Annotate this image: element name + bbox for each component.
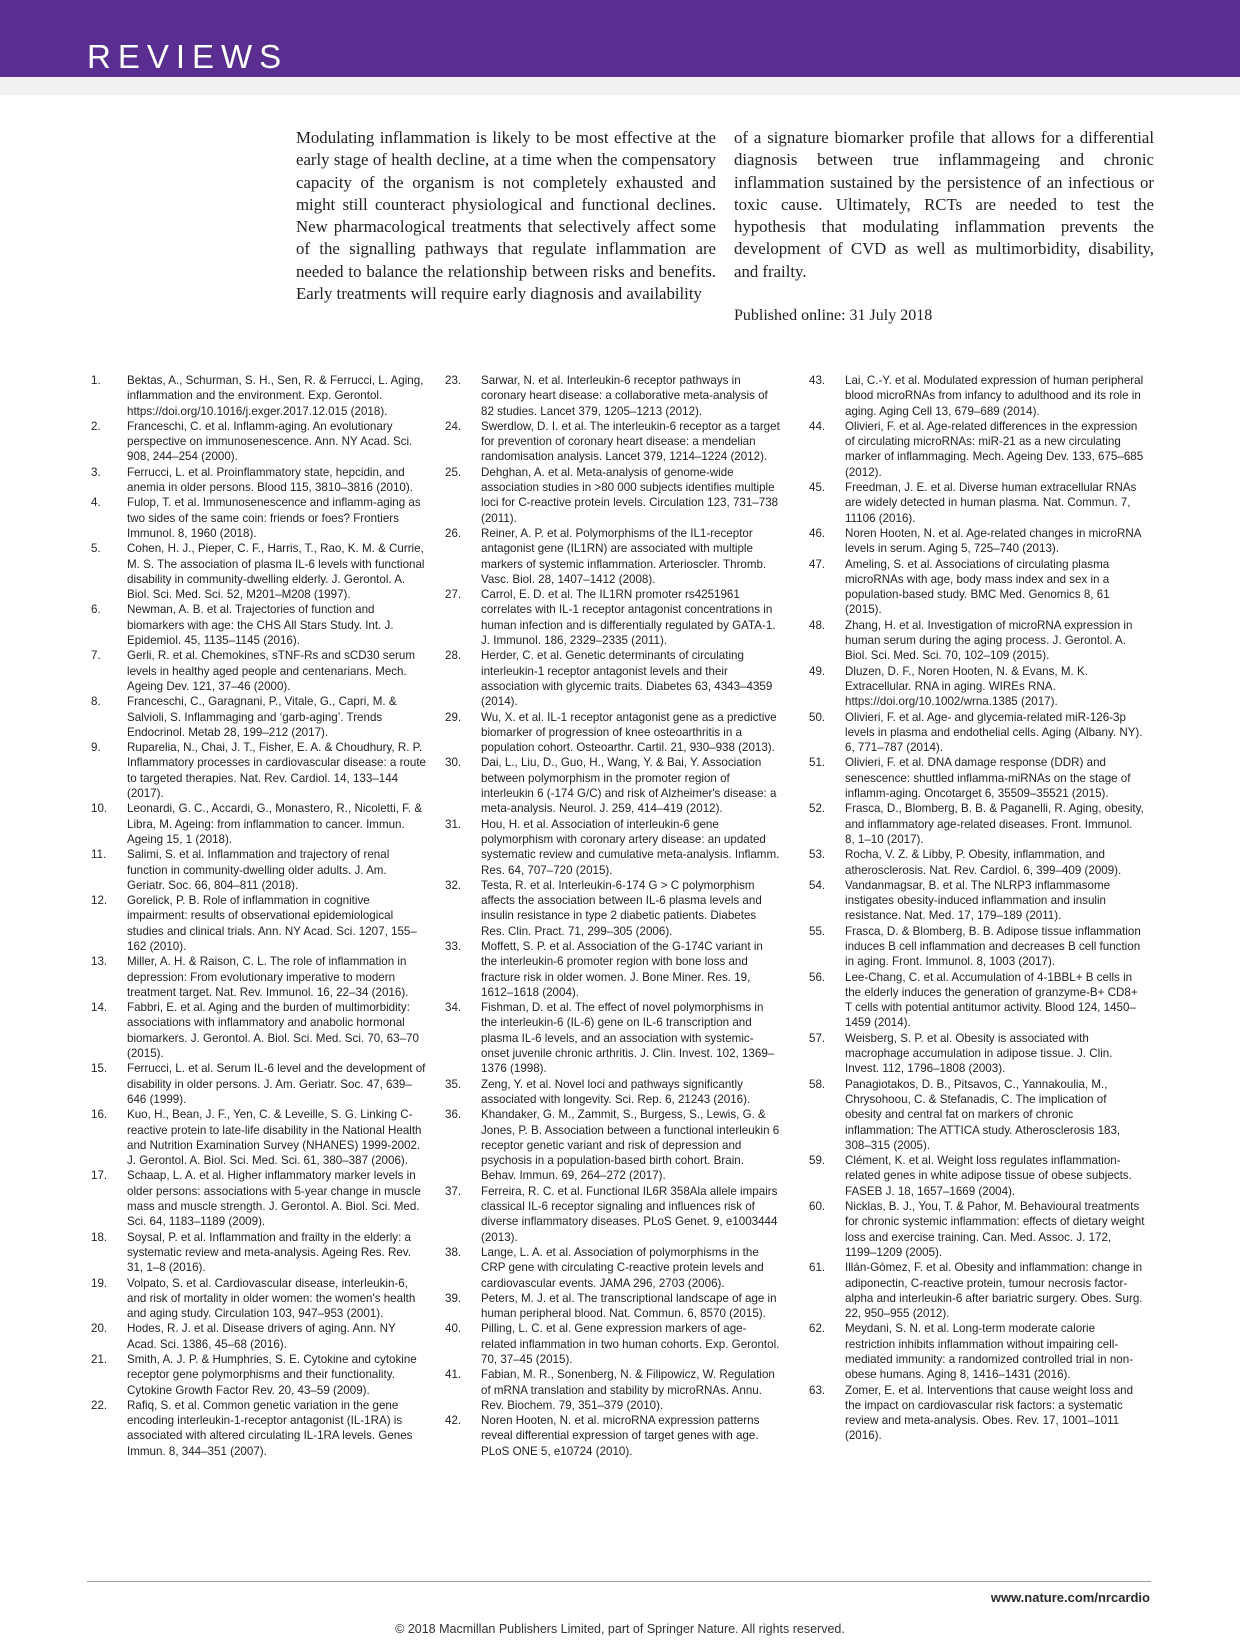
reference-item xyxy=(809,924,1145,970)
reference-number: 8. xyxy=(91,695,101,709)
reference-item xyxy=(809,618,1145,664)
reference-text: Schaap, L. A. et al. Higher inflammatory marker levels in older persons: associations with 5-year change in muscle mass and muscle strength. J. Gerontol. A. Biol. Sci. Med. Sci. 64, 1183–1189 (2009). xyxy=(127,1169,421,1229)
reference-item xyxy=(91,602,427,648)
reference-text: Gerli, R. et al. Chemokines, sTNF-Rs and sCD30 serum levels in healthy aged people and centenarians. Mech. Ageing Dev. 121, 37–46 (2000). xyxy=(127,649,415,693)
reference-item xyxy=(809,801,1145,847)
reference-number: 37. xyxy=(445,1184,462,1198)
reference-number: 20. xyxy=(91,1322,108,1336)
reference-text: Ferreira, R. C. et al. Functional IL6R 358Ala allele impairs classical IL-6 receptor signaling and influences risk of diverse inflammatory diseases. PLoS Genet. 9, e1003444 (2013). xyxy=(481,1184,778,1244)
reference-number: 26. xyxy=(445,526,462,540)
reference-item xyxy=(809,1153,1145,1199)
body-paragraph: of a signature biomarker profile that allows for a differential diagnosis between true inflammageing and chronic inflammation sustained by the persistence of an infectious or toxic cause. Ultimately, RCTs are needed to test the hypothesis that modulating inflammation prevents the development of CVD as well as multimorbidity, disability, and frailty. xyxy=(734,128,1154,281)
reference-item xyxy=(809,1031,1145,1077)
reference-item xyxy=(445,878,781,939)
reference-item xyxy=(91,1276,427,1322)
body-paragraph: Modulating inflammation is likely to be most effective at the early stage of health decline, at a time when the compensatory capacity of the organism is not completely exhausted and might still counteract physiological and functional declines. New pharmacological treatments that selectively affect some of the signalling pathways that regulate inflammation are needed to balance the relationship between risks and benefits. Early treatments will require early diagnosis and availability xyxy=(296,128,716,304)
reference-item xyxy=(91,465,427,496)
reference-item xyxy=(809,755,1145,801)
reference-text: Zhang, H. et al. Investigation of microRNA expression in human serum during the aging process. J. Gerontol. A. Biol. Sci. Med. Sci. 70, 102–109 (2015). xyxy=(845,618,1133,663)
reference-number: 15. xyxy=(91,1062,108,1076)
reference-text: Wu, X. et al. IL-1 receptor antagonist gene as a predictive biomarker of progression of knee osteoarthritis in a population cohort. Osteoarthr. Cartil. 21, 930–938 (2013). xyxy=(481,710,777,755)
reference-item xyxy=(445,939,781,1000)
reference-item xyxy=(809,419,1145,480)
reference-number: 62. xyxy=(809,1322,826,1336)
reference-number: 56. xyxy=(809,970,826,984)
reference-number: 49. xyxy=(809,664,826,678)
reference-item xyxy=(91,1398,427,1459)
reference-number: 54. xyxy=(809,878,826,892)
footer-divider xyxy=(87,1581,1151,1582)
reference-text: Franceschi, C. et al. Inflamm-aging. An evolutionary perspective on immunosenescence. Ann. NY Acad. Sci. 908, 244–254 (2000). xyxy=(127,419,413,464)
reference-item xyxy=(445,587,781,648)
reference-list-column-2 xyxy=(445,373,781,1459)
reference-text: Rocha, V. Z. & Libby, P. Obesity, inflammation, and atherosclerosis. Nat. Rev. Cardiol. 6, 399–409 (2009). xyxy=(845,848,1122,877)
reference-number: 43. xyxy=(809,374,826,387)
reference-item xyxy=(809,1321,1145,1382)
reference-item xyxy=(809,557,1145,618)
reference-item xyxy=(91,419,427,465)
reference-text: Rafiq, S. et al. Common genetic variation in the gene encoding interleukin-1-receptor antagonist (IL-1RA) is associated with altered circulating IL-1RA levels. Genes Immun. 8, 344–351 (2007). xyxy=(127,1398,413,1458)
reference-text: Weisberg, S. P. et al. Obesity is associated with macrophage accumulation in adipose tissue. J. Clin. Invest. 112, 1796–1808 (2003). xyxy=(845,1031,1113,1076)
reference-text: Ferrucci, L. et al. Proinflammatory state, hepcidin, and anemia in older persons. Blood 115, 3810–3816 (2010). xyxy=(127,465,413,495)
reference-item xyxy=(809,373,1145,419)
reference-text: Dai, L., Liu, D., Guo, H., Wang, Y. & Bai, Y. Association between polymorphism in the promoter region of interleukin 6 (-174 G/C) and risk of Alzheimer's disease: a meta-analysis. Neurol. J. 259, 414–419 (2012). xyxy=(481,756,777,816)
reference-text: Lange, L. A. et al. Association of polymorphisms in the CRP gene with circulating C-reactive protein levels and cardiovascular events. JAMA 296, 2703 (2006). xyxy=(481,1245,764,1290)
reference-text: Leonardi, G. C., Accardi, G., Monastero, R., Nicoletti, F. & Libra, M. Ageing: from inflammation to cancer. Immun. Ageing 15, 1 (2018). xyxy=(127,802,423,846)
reference-item xyxy=(91,1107,427,1168)
reference-item xyxy=(91,1352,427,1398)
reference-item xyxy=(445,648,781,709)
reference-item xyxy=(445,1184,781,1245)
reference-text: Fishman, D. et al. The effect of novel polymorphisms in the interleukin-6 (IL-6) gene on IL-6 transcription and plasma IL-6 levels, and an association with systemic-onset juvenile chronic arthritis. J. Clin. Invest. 102, 1369–1376 (1998). xyxy=(481,1001,775,1076)
reference-number: 51. xyxy=(809,756,826,770)
reference-text: Olivieri, F. et al. Age- and glycemia-related miR-126-3p levels in plasma and endothelial cells. Aging (Albany. NY). 6, 771–787 (2014). xyxy=(845,710,1143,755)
reference-item xyxy=(445,419,781,465)
reference-item xyxy=(445,710,781,756)
reference-text: Pilling, L. C. et al. Gene expression markers of age-related inflammation in two human cohorts. Exp. Gerontol. 70, 37–45 (2015). xyxy=(481,1322,780,1366)
reference-text: Dluzen, D. F., Noren Hooten, N. & Evans, M. K. Extracellular. RNA in aging. WIREs RNA. https://doi.org/10.1002/wrna.1385 (2017). xyxy=(845,664,1088,709)
reference-text: Kuo, H., Bean, J. F., Yen, C. & Leveille, S. G. Linking C-reactive protein to late-life disability in the National Health and Nutrition Examination Survey (NHANES) 1999-2002. J. Gerontol. A. Biol. Sci. Med. Sci. 61, 380–387 (2006). xyxy=(127,1108,422,1168)
reference-text: Ameling, S. et al. Associations of circulating plasma microRNAs with age, body mass index and sex in a population-based study. BMC Med. Genomics 8, 61 (2015). xyxy=(845,557,1110,617)
reference-number: 53. xyxy=(809,848,826,862)
reference-text: Sarwar, N. et al. Interleukin-6 receptor pathways in coronary heart disease: a collaborative meta-analysis of 82 studies. Lancet 379, 1205–1213 (2012). xyxy=(481,374,768,418)
reference-item xyxy=(91,954,427,1000)
reference-text: Newman, A. B. et al. Trajectories of function and biomarkers with age: the CHS All Stars Study. Int. J. Epidemiol. 45, 1135–1145 (2016). xyxy=(127,603,394,648)
reference-text: Lee-Chang, C. et al. Accumulation of 4-1BBL+ B cells in the elderly induces the generation of granzyme-B+ CD8+ T cells with potential antitumor activity. Blood 124, 1450–1459 (2014). xyxy=(845,970,1138,1030)
reference-number: 28. xyxy=(445,649,462,663)
reference-number: 7. xyxy=(91,649,101,663)
reference-text: Dehghan, A. et al. Meta-analysis of genome-wide association studies in >80 000 subjects identifies multiple loci for C-reactive protein levels. Circulation 123, 731–738 (2011). xyxy=(481,465,779,525)
reference-item xyxy=(445,373,781,419)
copyright-notice: © 2018 Macmillan Publishers Limited, part of Springer Nature. All rights reserved. xyxy=(395,1622,845,1636)
reference-number: 16. xyxy=(91,1108,108,1122)
reference-number: 23. xyxy=(445,374,462,387)
reference-text: Gorelick, P. B. Role of inflammation in cognitive impairment: results of observational epidemiological studies and clinical trials. Ann. NY Acad. Sci. 1207, 155–162 (2010). xyxy=(127,894,417,953)
reference-text: Smith, A. J. P. & Humphries, S. E. Cytokine and cytokine receptor gene polymorphisms and their functionality. Cytokine Growth Factor Rev. 20, 43–59 (2009). xyxy=(127,1353,417,1397)
section-label: REVIEWS xyxy=(87,38,289,75)
reference-item xyxy=(809,1383,1145,1444)
journal-url[interactable]: www.nature.com/nrcardio xyxy=(990,1590,1150,1605)
reference-item xyxy=(809,847,1145,878)
reference-item xyxy=(809,970,1145,1031)
reference-text: Noren Hooten, N. et al. Age-related changes in microRNA levels in serum. Aging 5, 725–740 (2013). xyxy=(845,526,1141,556)
reference-number: 30. xyxy=(445,756,462,770)
reference-text: Meydani, S. N. et al. Long-term moderate calorie restriction inhibits inflammation without impairing cell-mediated immunity: a randomized controlled trial in non-obese humans. Aging 8, 1416–1431 (2016). xyxy=(845,1322,1134,1382)
reference-text: Hou, H. et al. Association of interleukin-6 gene polymorphism with coronary artery disease: an updated systematic review and cumulative meta-analysis. Inflamm. Res. 64, 707–720 (2015). xyxy=(481,817,780,877)
reference-item xyxy=(445,1107,781,1183)
reference-item xyxy=(809,878,1145,924)
reference-item xyxy=(91,893,427,954)
reference-text: Testa, R. et al. Interleukin-6-174 G > C polymorphism affects the association between IL-6 plasma levels and insulin resistance in type 2 diabetic patients. Diabetes Res. Clin. Pract. 71, 299–305 (2006). xyxy=(481,878,762,938)
reference-number: 60. xyxy=(809,1200,826,1214)
reference-number: 44. xyxy=(809,419,826,433)
header-subband xyxy=(0,77,1240,95)
reference-number: 18. xyxy=(91,1230,108,1244)
reference-item xyxy=(91,694,427,740)
reference-item xyxy=(91,373,427,419)
reference-number: 33. xyxy=(445,939,462,953)
reference-item xyxy=(809,1260,1145,1321)
body-text-right-column xyxy=(734,127,1154,283)
reference-number: 10. xyxy=(91,802,108,816)
reference-text: Salimi, S. et al. Inflammation and trajectory of renal function in community-dwelling older adults. J. Am. Geriatr. Soc. 66, 804–811 (2018). xyxy=(127,848,390,892)
reference-list-column-1 xyxy=(91,373,427,1459)
reference-number: 39. xyxy=(445,1291,462,1305)
reference-text: Fabian, M. R., Sonenberg, N. & Filipowicz, W. Regulation of mRNA translation and stability by microRNAs. Annu. Rev. Biochem. 79, 351–379 (2010). xyxy=(481,1368,775,1412)
reference-item xyxy=(91,847,427,893)
reference-number: 32. xyxy=(445,878,462,892)
reference-number: 57. xyxy=(809,1031,826,1045)
reference-item xyxy=(445,526,781,587)
reference-number: 14. xyxy=(91,1001,108,1015)
reference-text: Zeng, Y. et al. Novel loci and pathways significantly associated with longevity. Sci. Rep. 6, 21243 (2016). xyxy=(481,1077,751,1106)
reference-number: 11. xyxy=(91,848,107,862)
reference-item xyxy=(809,526,1145,557)
reference-text: Vandanmagsar, B. et al. The NLRP3 inflammasome instigates obesity-induced inflammation and insulin resistance. Nat. Med. 17, 179–189 (2011). xyxy=(845,878,1111,923)
reference-number: 25. xyxy=(445,465,462,479)
reference-text: Peters, M. J. et al. The transcriptional landscape of age in human peripheral blood. Nat. Commun. 6, 8570 (2015). xyxy=(481,1291,777,1321)
reference-text: Ferrucci, L. et al. Serum IL-6 level and the development of disability in older persons. J. Am. Geriatr. Soc. 47, 639–646 (1999). xyxy=(127,1062,426,1106)
reference-item xyxy=(445,1291,781,1322)
reference-number: 41. xyxy=(445,1368,462,1382)
reference-text: Herder, C. et al. Genetic determinants of circulating interleukin-1 receptor antagonist levels and their association with glycemic traits. Diabetes 63, 4343–4359 (2014). xyxy=(481,649,773,709)
reference-number: 21. xyxy=(91,1353,108,1366)
reference-item xyxy=(445,1000,781,1076)
reference-number: 1. xyxy=(91,374,101,387)
reference-text: Volpato, S. et al. Cardiovascular disease, interleukin-6, and risk of mortality in older women: the women's health and aging study. Circulation 103, 947–953 (2001). xyxy=(127,1276,416,1321)
reference-number: 63. xyxy=(809,1383,826,1397)
reference-item xyxy=(809,1077,1145,1153)
reference-text: Panagiotakos, D. B., Pitsavos, C., Yannakoulia, M., Chrysohoou, C. & Stefanadis, C. The implication of obesity and central fat on markers of chronic inflammation: The ATTICA study. Atherosclerosis 183, 308–315 (2005). xyxy=(845,1077,1121,1152)
reference-text: Fulop, T. et al. Immunosenescence and inflamm-aging as two sides of the same coin: friends or foes? Frontiers Immunol. 8, 1960 (2018). xyxy=(127,496,421,540)
reference-list-column-3 xyxy=(809,373,1145,1444)
reference-item xyxy=(91,1230,427,1276)
reference-text: Swerdlow, D. I. et al. The interleukin-6 receptor as a target for prevention of coronary heart disease: a mendelian randomisation analysis. Lancet 379, 1214–1224 (2012). xyxy=(481,419,780,464)
reference-text: Olivieri, F. et al. Age-related differences in the expression of circulating microRNAs: miR-21 as a new circulating marker of inflammaging. Mech. Ageing Dev. 133, 675–685 (2012). xyxy=(845,419,1144,479)
reference-number: 48. xyxy=(809,618,826,632)
reference-number: 59. xyxy=(809,1154,826,1168)
reference-text: Frasca, D., Blomberg, B. B. & Paganelli, R. Aging, obesity, and inflammatory age-related diseases. Front. Immunol. 8, 1–10 (2017). xyxy=(845,802,1144,846)
reference-number: 12. xyxy=(91,894,108,908)
reference-text: Clément, K. et al. Weight loss regulates inflammation-related genes in white adipose tissue of obese subjects. FASEB J. 18, 1657–1669 (2004). xyxy=(845,1154,1132,1198)
reference-item xyxy=(445,465,781,526)
reference-number: 13. xyxy=(91,955,108,969)
reference-item xyxy=(445,1413,781,1459)
reference-item xyxy=(445,755,781,816)
reference-number: 35. xyxy=(445,1077,462,1091)
reference-text: Khandaker, G. M., Zammit, S., Burgess, S., Lewis, G. & Jones, P. B. Association between a functional interleukin 6 receptor genetic variant and risk of depression and psychosis in a population-based birth cohort. Brain. Behav. Immun. 69, 264–272 (2017). xyxy=(481,1108,780,1183)
reference-number: 22. xyxy=(91,1398,108,1412)
reference-item xyxy=(91,1168,427,1229)
publication-date: Published online: 31 July 2018 xyxy=(734,307,933,324)
reference-text: Zomer, E. et al. Interventions that cause weight loss and the impact on cardiovascular risk factors: a systematic review and meta-analysis. Obes. Rev. 17, 1001–1011 (2016). xyxy=(845,1383,1134,1443)
body-text-left-column xyxy=(296,127,716,305)
reference-number: 3. xyxy=(91,465,101,479)
reference-number: 6. xyxy=(91,603,101,617)
reference-item xyxy=(445,817,781,878)
reference-item xyxy=(445,1367,781,1413)
reference-number: 42. xyxy=(445,1414,462,1428)
reference-text: Carrol, E. D. et al. The IL1RN promoter rs4251961 correlates with IL-1 receptor antagonist concentrations in human infection and is differentially regulated by GATA-1. J. Immunol. 186, 2329–2335 (2011). xyxy=(481,588,776,648)
reference-text: Moffett, S. P. et al. Association of the G-174C variant in the interleukin-6 promoter region with bone loss and fracture risk in older women. J. Bone Miner. Res. 19, 1612–1618 (2004). xyxy=(481,939,763,999)
reference-number: 27. xyxy=(445,588,462,602)
reference-number: 58. xyxy=(809,1077,826,1091)
reference-number: 52. xyxy=(809,802,826,816)
reference-item xyxy=(809,480,1145,526)
reference-text: Illán-Gómez, F. et al. Obesity and inflammation: change in adiponectin, C-reactive protein, tumour necrosis factor-alpha and interleukin-6 after bariatric surgery. Obes. Surg. 22, 950–955 (2012). xyxy=(845,1261,1143,1321)
reference-text: Soysal, P. et al. Inflammation and frailty in the elderly: a systematic review and meta-analysis. Ageing Res. Rev. 31, 1–8 (2016). xyxy=(127,1230,411,1275)
reference-item xyxy=(91,1321,427,1352)
reference-text: Lai, C.-Y. et al. Modulated expression of human peripheral blood microRNAs from infancy to adulthood and its role in aging. Aging Cell 13, 679–689 (2014). xyxy=(845,374,1144,418)
reference-text: Olivieri, F. et al. DNA damage response (DDR) and senescence: shuttled inflamma-miRNAs on the stage of inflamm-aging. Oncotarget 6, 35509–35521 (2015). xyxy=(845,756,1131,801)
reference-item xyxy=(91,1000,427,1061)
reference-number: 31. xyxy=(445,817,462,831)
reference-number: 36. xyxy=(445,1108,462,1122)
reference-item xyxy=(91,648,427,694)
reference-number: 29. xyxy=(445,710,462,724)
reference-number: 4. xyxy=(91,496,101,510)
reference-item xyxy=(809,664,1145,710)
reference-text: Freedman, J. E. et al. Diverse human extracellular RNAs are widely detected in human plasma. Nat. Commun. 7, 11106 (2016). xyxy=(845,481,1137,525)
reference-number: 34. xyxy=(445,1001,462,1015)
reference-number: 40. xyxy=(445,1322,462,1336)
reference-number: 47. xyxy=(809,557,826,571)
reference-number: 9. xyxy=(91,741,101,755)
reference-text: Noren Hooten, N. et al. microRNA expression patterns reveal differential expression of target genes with age. PLoS ONE 5, e10724 (2010). xyxy=(481,1414,760,1458)
reference-item xyxy=(445,1321,781,1367)
reference-text: Ruparelia, N., Chai, J. T., Fisher, E. A. & Choudhury, R. P. Inflammatory processes in cardiovascular disease: a route to targeted therapies. Nat. Rev. Cardiol. 14, 133–144 (2017). xyxy=(127,741,426,801)
reference-item xyxy=(809,1199,1145,1260)
reference-number: 55. xyxy=(809,924,826,938)
reference-number: 24. xyxy=(445,419,462,433)
reference-text: Franceschi, C., Garagnani, P., Vitale, G., Capri, M. & Salvioli, S. Inflammaging and ‘garb-aging’. Trends Endocrinol. Metab 28, 199–212 (2017). xyxy=(127,695,397,739)
reference-text: Bektas, A., Schurman, S. H., Sen, R. & Ferrucci, L. Aging, inflammation and the environment. Exp. Gerontol. https://doi.org/10.1016/j.exger.2017.12.015 (2018). xyxy=(127,374,424,418)
reference-item xyxy=(809,710,1145,756)
reference-number: 2. xyxy=(91,419,101,433)
reference-text: Hodes, R. J. et al. Disease drivers of aging. Ann. NY Acad. Sci. 1386, 45–68 (2016). xyxy=(127,1322,396,1351)
reference-text: Miller, A. H. & Raison, C. L. The role of inflammation in depression: From evolutionary imperative to modern treatment target. Nat. Rev. Immunol. 16, 22–34 (2016). xyxy=(127,955,409,999)
reference-number: 50. xyxy=(809,710,826,724)
reference-item xyxy=(91,1061,427,1107)
reference-number: 19. xyxy=(91,1276,108,1290)
reference-item xyxy=(91,740,427,801)
reference-number: 46. xyxy=(809,526,826,540)
reference-number: 17. xyxy=(91,1169,108,1183)
reference-text: Fabbri, E. et al. Aging and the burden of multimorbidity: associations with inflammatory and anabolic hormonal biomarkers. J. Gerontol. A. Biol. Sci. Med. Sci. 70, 63–70 (2015). xyxy=(127,1001,419,1061)
reference-item xyxy=(445,1245,781,1291)
reference-text: Reiner, A. P. et al. Polymorphisms of the IL1-receptor antagonist gene (IL1RN) are associated with multiple markers of systemic inflammation. Arterioscler. Thromb. Vasc. Biol. 28, 1407–1412 (2008). xyxy=(481,526,767,586)
reference-text: Nicklas, B. J., You, T. & Pahor, M. Behavioural treatments for chronic systemic inflammation: effects of dietary weight loss and exercise training. Can. Med. Assoc. J. 172, 1199–1209 (2005). xyxy=(845,1200,1145,1259)
reference-text: Frasca, D. & Blomberg, B. B. Adipose tissue inflammation induces B cell inflammation and decreases B cell function in aging. Front. Immunol. 8, 1003 (2017). xyxy=(845,924,1141,969)
reference-item xyxy=(91,495,427,541)
reference-item xyxy=(445,1077,781,1108)
reference-number: 45. xyxy=(809,481,826,495)
reference-item xyxy=(91,801,427,847)
reference-number: 38. xyxy=(445,1245,462,1259)
reference-item xyxy=(91,541,427,602)
reference-text: Cohen, H. J., Pieper, C. F., Harris, T., Rao, K. M. & Currie, M. S. The association of plasma IL-6 levels with functional disability in community-dwelling elderly. J. Gerontol. A. Biol. Sci. Med. Sci. 52, M201–M208 (1997). xyxy=(127,542,425,602)
reference-number: 5. xyxy=(91,542,101,556)
reference-number: 61. xyxy=(809,1261,826,1275)
